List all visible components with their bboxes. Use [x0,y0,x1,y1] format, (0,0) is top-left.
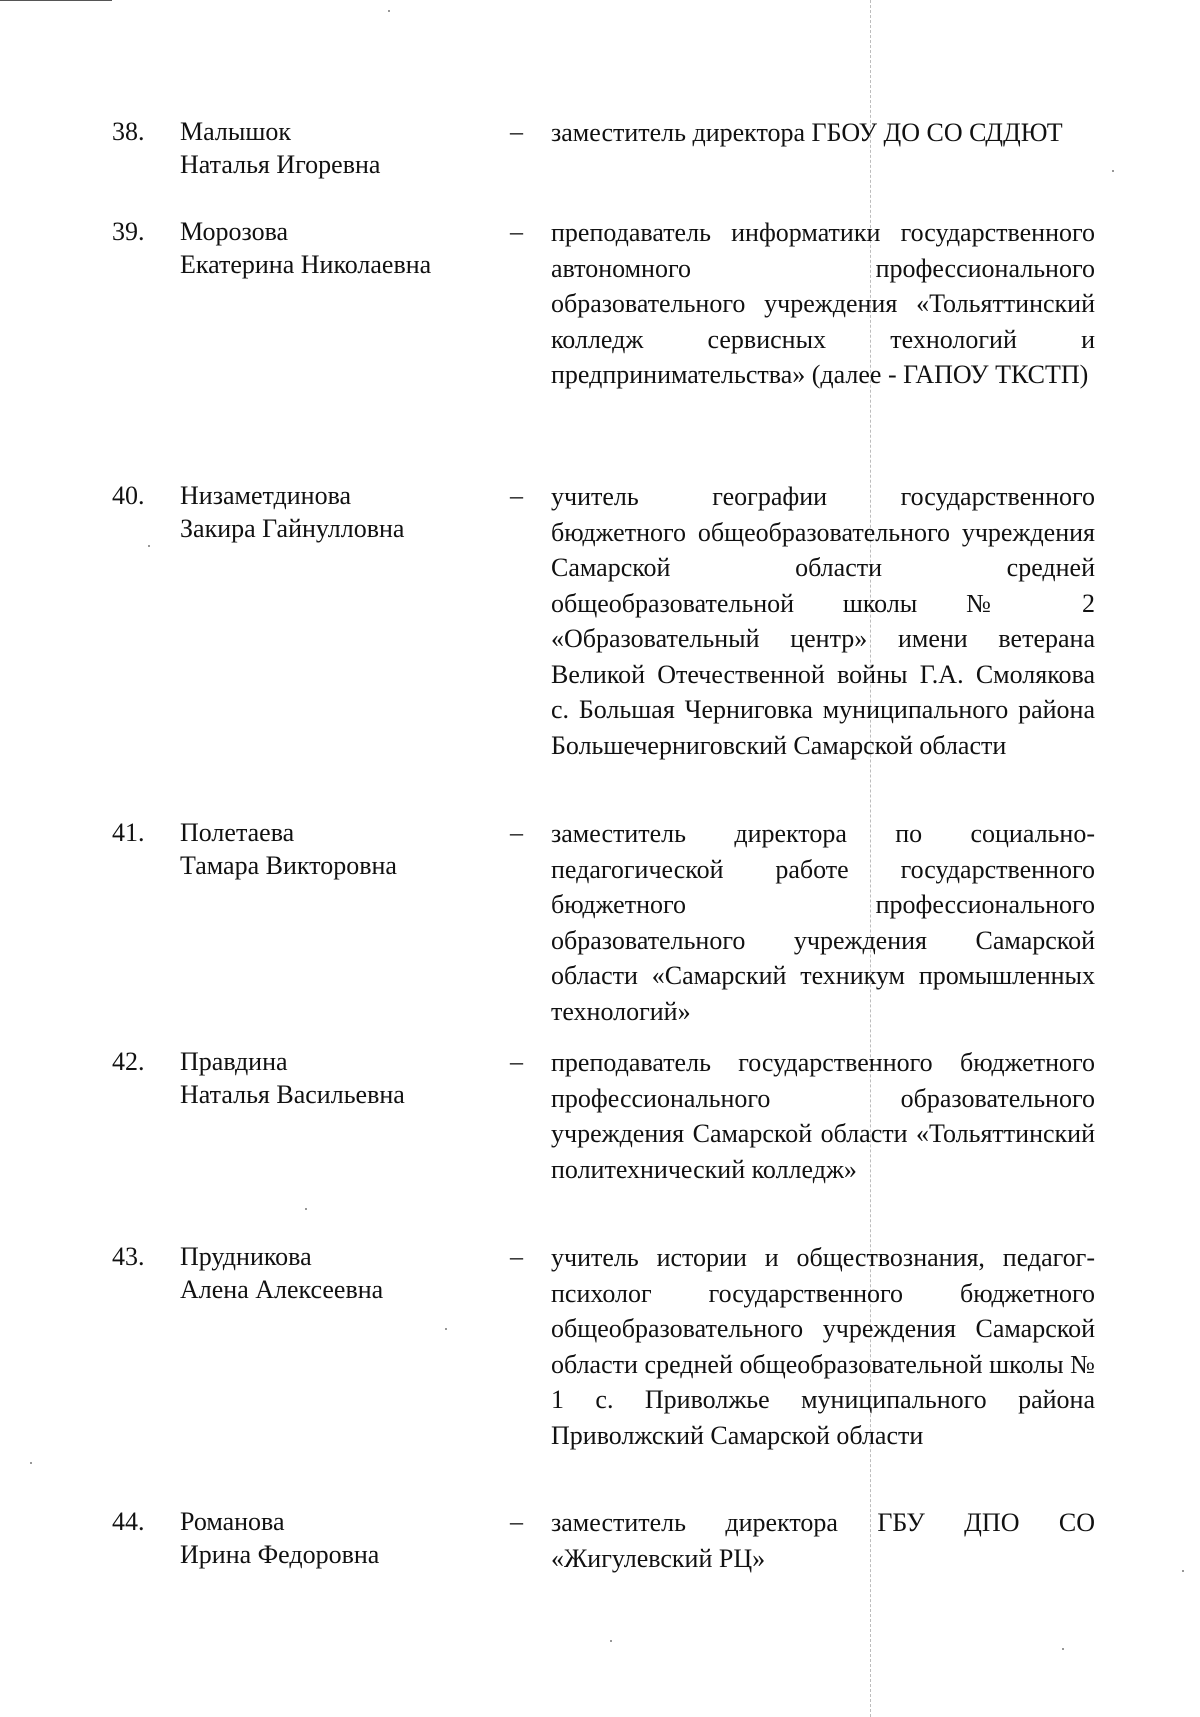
person-name [180,1240,480,1306]
separator-dash: – [510,117,523,146]
person-name [180,1045,480,1111]
given-names: Тамара Викторовна [180,851,397,880]
entry-number: 39. [112,217,145,246]
entry-number: 42. [112,1047,145,1076]
entry-number: 44. [112,1507,145,1536]
separator-dash: – [510,818,523,847]
entry-number: 38. [112,117,145,146]
separator-dash: – [510,481,523,510]
person-name [180,215,480,281]
entry-number: 43. [112,1242,145,1271]
given-names: Закира Гайнулловна [180,514,405,543]
job-position: учитель истории и обществознания, педагог-психолог государственного бюджетного общеобразовательного учреждения Самарской области средней общеобразовательной школы № 1 с. Приволжье муниципального района Приволжский Самарской области [551,1243,1095,1450]
surname: Романова [180,1507,285,1536]
surname: Малышок [180,117,291,146]
job-position: заместитель директора ГБУ ДПО СО «Жигулевский РЦ» [551,1508,1095,1573]
surname: Низаметдинова [180,481,352,510]
person-name [180,479,480,545]
entry-number: 41. [112,818,145,847]
surname: Прудникова [180,1242,312,1271]
job-position: преподаватель государственного бюджетного профессионального образовательного учреждения Самарской области «Тольяттинский политехнический колледж» [551,1048,1095,1184]
given-names: Екатерина Николаевна [180,250,432,279]
job-position: учитель географии государственного бюджетного общеобразовательного учреждения Самарской области средней общеобразовательной школы № 2 «Образовательный центр» имени ветерана Великой Отечественной войны Г.А. Смолякова с. Большая Черниговка муниципального района Большечерниговский Самарской области [551,482,1095,760]
surname: Полетаева [180,818,295,847]
person-name [180,816,480,882]
person-name [180,115,480,181]
separator-dash: – [510,217,523,246]
given-names: Алена Алексеевна [180,1275,384,1304]
surname: Правдина [180,1047,288,1076]
separator-dash: – [510,1507,523,1536]
job-position: преподаватель информатики государственного автономного профессионального образовательного учреждения «Тольяттинский колледж сервисных технологий и предпринимательства» (далее - ГАПОУ ТКСТП) [551,218,1095,389]
given-names: Наталья Васильевна [180,1080,405,1109]
given-names: Ирина Федоровна [180,1540,380,1569]
separator-dash: – [510,1242,523,1271]
job-position: заместитель директора по социально-педагогической работе государственного бюджетного профессионального образовательного учреждения Самарской области «Самарский техникум промышленных технологий» [551,819,1095,1026]
separator-dash: – [510,1047,523,1076]
given-names: Наталья Игоревна [180,150,381,179]
entry-number: 40. [112,481,145,510]
person-name [180,1505,480,1571]
job-position: заместитель директора ГБОУ ДО СО СДДЮТ [551,118,1063,147]
surname: Морозова [180,217,289,246]
